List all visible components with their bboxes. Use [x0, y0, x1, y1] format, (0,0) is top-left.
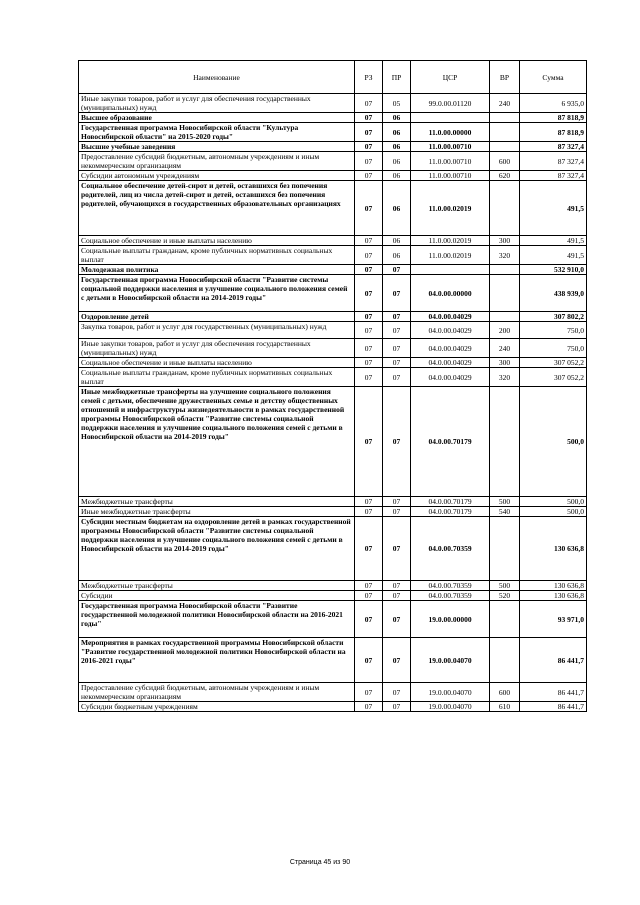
- cell-name: Иные закупки товаров, работ и услуг для обеспечения государственных (муниципальных) нужд: [79, 339, 355, 358]
- cell-sum: 87 818,9: [520, 123, 587, 142]
- cell-vr: [490, 181, 520, 236]
- cell-name: Субсидии: [79, 591, 355, 601]
- cell-pr: 06: [383, 236, 411, 246]
- cell-vr: 300: [490, 236, 520, 246]
- cell-vr: 500: [490, 581, 520, 591]
- table-row: [79, 591, 587, 601]
- cell-vr: 600: [490, 683, 520, 702]
- cell-sum: 86 441,7: [520, 702, 587, 712]
- cell-vr: 320: [490, 368, 520, 387]
- cell-rz: 07: [355, 387, 383, 497]
- cell-csr: 11.0.00.00000: [411, 123, 490, 142]
- cell-csr: 19.0.00.04070: [411, 638, 490, 683]
- cell-name: Государственная программа Новосибирской области "Развитие государственной молодежной политики Новосибирской области на 2016-2021 годы": [79, 601, 355, 638]
- cell-name: Социальное обеспечение и иные выплаты населению: [79, 236, 355, 246]
- header-name: Наименование: [79, 61, 355, 94]
- table-row: [79, 581, 587, 591]
- cell-csr: 99.0.00.01120: [411, 94, 490, 113]
- table-row: [79, 142, 587, 152]
- cell-name: Высшее образование: [79, 113, 355, 123]
- cell-pr: 07: [383, 387, 411, 497]
- cell-vr: [490, 123, 520, 142]
- cell-csr: 04.0.00.04029: [411, 322, 490, 339]
- cell-pr: 07: [383, 322, 411, 339]
- cell-rz: 07: [355, 507, 383, 517]
- cell-csr: [411, 265, 490, 275]
- cell-name: Молодежная политика: [79, 265, 355, 275]
- cell-rz: 07: [355, 322, 383, 339]
- cell-rz: 07: [355, 246, 383, 265]
- cell-rz: 07: [355, 358, 383, 368]
- cell-sum: 307 052,2: [520, 358, 587, 368]
- cell-vr: [490, 601, 520, 638]
- cell-pr: 07: [383, 591, 411, 601]
- cell-pr: 06: [383, 123, 411, 142]
- table-row: [79, 507, 587, 517]
- cell-pr: 06: [383, 142, 411, 152]
- cell-sum: 87 327,4: [520, 171, 587, 181]
- cell-rz: 07: [355, 339, 383, 358]
- cell-pr: 06: [383, 246, 411, 265]
- cell-rz: 07: [355, 517, 383, 581]
- cell-pr: 07: [383, 358, 411, 368]
- cell-pr: 07: [383, 368, 411, 387]
- cell-vr: 320: [490, 246, 520, 265]
- cell-sum: 130 636,8: [520, 517, 587, 581]
- table-row: [79, 358, 587, 368]
- cell-pr: 07: [383, 265, 411, 275]
- page-number: Страница 45 из 90: [289, 859, 351, 866]
- cell-pr: 06: [383, 171, 411, 181]
- cell-vr: 200: [490, 322, 520, 339]
- cell-sum: 750,0: [520, 322, 587, 339]
- table-row: [79, 275, 587, 312]
- table-row: [79, 702, 587, 712]
- cell-vr: [490, 312, 520, 322]
- table-row: [79, 236, 587, 246]
- cell-pr: 07: [383, 275, 411, 312]
- cell-pr: 07: [383, 507, 411, 517]
- cell-name: Социальные выплаты гражданам, кроме публичных нормативных социальных выплат: [79, 246, 355, 265]
- cell-pr: 07: [383, 339, 411, 358]
- cell-name: Высшие учебные заведения: [79, 142, 355, 152]
- table-row: [79, 113, 587, 123]
- cell-vr: 240: [490, 339, 520, 358]
- table-row: [79, 497, 587, 507]
- cell-csr: 19.0.00.04070: [411, 702, 490, 712]
- cell-name: Иные межбюджетные трансферты на улучшение социального положения семей с детьми, обеспечение дружественных семье и детству общественных отношений и инфраструктуры жизнедеятельности в рамках государственной программы Новосибирской области "Развитие системы социальной поддержки населения и улучшение социального положения семей с детьми в Новосибирской области на 2014-2019 годы": [79, 387, 355, 497]
- table-row: [79, 638, 587, 683]
- cell-name: Социальные выплаты гражданам, кроме публичных нормативных социальных выплат: [79, 368, 355, 387]
- cell-name: Иные межбюджетные трансферты: [79, 507, 355, 517]
- cell-vr: [490, 517, 520, 581]
- cell-sum: 500,0: [520, 387, 587, 497]
- cell-name: Закупка товаров, работ и услуг для государственных (муниципальных) нужд: [79, 322, 355, 339]
- cell-csr: 04.0.00.70359: [411, 517, 490, 581]
- cell-pr: 06: [383, 181, 411, 236]
- cell-name: Оздоровление детей: [79, 312, 355, 322]
- cell-sum: 87 327,4: [520, 152, 587, 171]
- cell-vr: [490, 387, 520, 497]
- cell-rz: 07: [355, 591, 383, 601]
- cell-sum: 307 052,2: [520, 368, 587, 387]
- cell-rz: 07: [355, 601, 383, 638]
- cell-vr: 520: [490, 591, 520, 601]
- cell-csr: 04.0.00.04029: [411, 339, 490, 358]
- cell-rz: 07: [355, 275, 383, 312]
- cell-pr: 07: [383, 312, 411, 322]
- table-row: [79, 322, 587, 339]
- cell-rz: 07: [355, 113, 383, 123]
- cell-sum: 491,5: [520, 181, 587, 236]
- header-pr: ПР: [383, 61, 411, 94]
- cell-csr: 11.0.00.00710: [411, 152, 490, 171]
- cell-csr: 11.0.00.02019: [411, 236, 490, 246]
- cell-name: Субсидии автономным учреждениям: [79, 171, 355, 181]
- cell-rz: 07: [355, 638, 383, 683]
- cell-pr: 06: [383, 152, 411, 171]
- cell-name: Иные закупки товаров, работ и услуг для обеспечения государственных (муниципальных) нужд: [79, 94, 355, 113]
- cell-pr: 05: [383, 94, 411, 113]
- table-row: [79, 312, 587, 322]
- cell-sum: 500,0: [520, 507, 587, 517]
- cell-vr: 500: [490, 497, 520, 507]
- cell-sum: 86 441,7: [520, 638, 587, 683]
- cell-vr: 620: [490, 171, 520, 181]
- cell-name: Межбюджетные трансферты: [79, 581, 355, 591]
- cell-sum: 86 441,7: [520, 683, 587, 702]
- cell-pr: 07: [383, 638, 411, 683]
- budget-table: [78, 60, 587, 712]
- cell-sum: 750,0: [520, 339, 587, 358]
- cell-rz: 07: [355, 171, 383, 181]
- cell-csr: 04.0.00.04029: [411, 358, 490, 368]
- cell-name: Предоставление субсидий бюджетным, автономным учреждениям и иным некоммерческим организациям: [79, 152, 355, 171]
- cell-sum: 438 939,0: [520, 275, 587, 312]
- cell-csr: 11.0.00.02019: [411, 181, 490, 236]
- cell-sum: 130 636,8: [520, 591, 587, 601]
- cell-rz: 07: [355, 236, 383, 246]
- header-csr: ЦСР: [411, 61, 490, 94]
- cell-csr: 04.0.00.70359: [411, 581, 490, 591]
- table-row: [79, 387, 587, 497]
- cell-rz: 07: [355, 702, 383, 712]
- cell-sum: 87 327,4: [520, 142, 587, 152]
- table-row: [79, 246, 587, 265]
- cell-rz: 07: [355, 581, 383, 591]
- table-row: [79, 683, 587, 702]
- cell-sum: 93 971,0: [520, 601, 587, 638]
- cell-sum: 307 802,2: [520, 312, 587, 322]
- cell-name: Межбюджетные трансферты: [79, 497, 355, 507]
- cell-vr: [490, 638, 520, 683]
- table-row: [79, 152, 587, 171]
- table-body: [79, 94, 587, 712]
- cell-name: Государственная программа Новосибирской области "Развитие системы социальной поддержки населения и улучшение социального положения семей с детьми в Новосибирской области на 2014-2019 годы": [79, 275, 355, 312]
- cell-csr: 11.0.00.00710: [411, 171, 490, 181]
- cell-sum: 6 935,0: [520, 94, 587, 113]
- header-rz: РЗ: [355, 61, 383, 94]
- table-row: [79, 339, 587, 358]
- cell-pr: 07: [383, 683, 411, 702]
- cell-rz: 07: [355, 142, 383, 152]
- cell-csr: 11.0.00.02019: [411, 246, 490, 265]
- cell-csr: 04.0.00.04029: [411, 312, 490, 322]
- cell-pr: 07: [383, 497, 411, 507]
- header-vr: ВР: [490, 61, 520, 94]
- cell-name: Субсидии местным бюджетам на оздоровление детей в рамках государственной программы Новосибирской области "Развитие системы социальной поддержки населения и улучшение социального положения семей с детьми в Новосибирской области на 2014-2019 годы": [79, 517, 355, 581]
- cell-rz: 07: [355, 152, 383, 171]
- table-row: [79, 94, 587, 113]
- cell-csr: 19.0.00.00000: [411, 601, 490, 638]
- cell-name: Предоставление субсидий бюджетным, автономным учреждениям и иным некоммерческим организациям: [79, 683, 355, 702]
- cell-vr: 240: [490, 94, 520, 113]
- cell-vr: [490, 265, 520, 275]
- cell-vr: 610: [490, 702, 520, 712]
- cell-rz: 07: [355, 94, 383, 113]
- cell-csr: 04.0.00.00000: [411, 275, 490, 312]
- cell-name: Мероприятия в рамках государственной программы Новосибирской области "Развитие государственной молодежной политики Новосибирской области на 2016-2021 годы": [79, 638, 355, 683]
- cell-rz: 07: [355, 368, 383, 387]
- cell-pr: 07: [383, 581, 411, 591]
- cell-sum: 87 818,9: [520, 113, 587, 123]
- table-row: [79, 517, 587, 581]
- cell-sum: 491,5: [520, 236, 587, 246]
- table-row: [79, 181, 587, 236]
- cell-pr: 07: [383, 517, 411, 581]
- table-row: [79, 171, 587, 181]
- cell-pr: 07: [383, 702, 411, 712]
- cell-sum: 532 910,0: [520, 265, 587, 275]
- cell-pr: 06: [383, 113, 411, 123]
- cell-vr: [490, 275, 520, 312]
- cell-csr: 11.0.00.00710: [411, 142, 490, 152]
- cell-name: Государственная программа Новосибирской области "Культура Новосибирской области" на 2015-2020 годы": [79, 123, 355, 142]
- cell-vr: [490, 142, 520, 152]
- cell-rz: 07: [355, 312, 383, 322]
- table-header-row: [79, 61, 587, 94]
- cell-csr: 04.0.00.70179: [411, 497, 490, 507]
- cell-pr: 07: [383, 601, 411, 638]
- header-sum: Сумма: [520, 61, 587, 94]
- cell-csr: 04.0.00.70179: [411, 387, 490, 497]
- cell-csr: 04.0.00.70359: [411, 591, 490, 601]
- cell-vr: [490, 113, 520, 123]
- cell-vr: 540: [490, 507, 520, 517]
- cell-csr: 19.0.00.04070: [411, 683, 490, 702]
- cell-sum: 491,5: [520, 246, 587, 265]
- cell-sum: 130 636,8: [520, 581, 587, 591]
- cell-name: Социальное обеспечение и иные выплаты населению: [79, 358, 355, 368]
- cell-sum: 500,0: [520, 497, 587, 507]
- cell-rz: 07: [355, 683, 383, 702]
- cell-rz: 07: [355, 123, 383, 142]
- cell-csr: 04.0.00.04029: [411, 368, 490, 387]
- table-row: [79, 123, 587, 142]
- cell-name: Социальное обеспечение детей-сирот и детей, оставшихся без попечения родителей, лиц из числа детей-сирот и детей, оставшихся без попечения родителей, обучающихся в государственных образовательных организациях: [79, 181, 355, 236]
- cell-rz: 07: [355, 181, 383, 236]
- cell-name: Субсидии бюджетным учреждениям: [79, 702, 355, 712]
- cell-csr: [411, 113, 490, 123]
- cell-vr: 300: [490, 358, 520, 368]
- table-row: [79, 601, 587, 638]
- cell-rz: 07: [355, 497, 383, 507]
- table-row: [79, 368, 587, 387]
- table-row: [79, 265, 587, 275]
- cell-csr: 04.0.00.70179: [411, 507, 490, 517]
- cell-rz: 07: [355, 265, 383, 275]
- cell-vr: 600: [490, 152, 520, 171]
